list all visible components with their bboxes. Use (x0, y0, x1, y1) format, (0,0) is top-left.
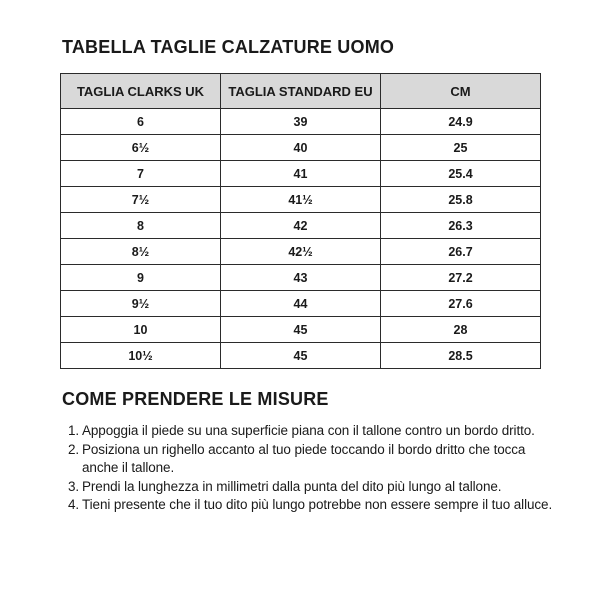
size-table (60, 73, 541, 369)
table-cell: 25.8 (381, 187, 541, 213)
table-cell: 7 (61, 161, 221, 187)
table-cell: 45 (221, 343, 381, 369)
table-cell: 41 (221, 161, 381, 187)
table-header-cell: TAGLIA CLARKS UK (61, 74, 221, 109)
step-number: 2. (68, 441, 80, 457)
table-cell: 45 (221, 317, 381, 343)
measure-step (68, 478, 560, 497)
table-row (61, 187, 541, 213)
table-cell: 7½ (61, 187, 221, 213)
table-cell: 8½ (61, 239, 221, 265)
table-cell: 24.9 (381, 109, 541, 135)
table-cell: 44 (221, 291, 381, 317)
table-cell: 9 (61, 265, 221, 291)
step-text: Tieni presente che il tuo dito più lungo potrebbe non essere sempre il tuo alluce. (82, 497, 553, 512)
table-row (61, 109, 541, 135)
step-number: 1. (68, 423, 80, 438)
size-table-head (61, 74, 541, 109)
table-cell: 28 (381, 317, 541, 343)
table-cell: 9½ (61, 291, 221, 317)
table-cell: 27.2 (381, 265, 541, 291)
table-cell: 10½ (61, 343, 221, 369)
measure-steps-list (60, 422, 560, 515)
table-cell: 42½ (221, 239, 381, 265)
table-header-cell: TAGLIA STANDARD EU (221, 74, 381, 109)
measure-step (68, 441, 560, 478)
step-number: 4. (68, 497, 80, 512)
table-row (61, 343, 541, 369)
table-cell: 42 (221, 213, 381, 239)
page-title: TABELLA TAGLIE CALZATURE UOMO (62, 37, 395, 57)
table-cell: 8 (61, 213, 221, 239)
table-cell: 6½ (61, 135, 221, 161)
step-number: 3. (68, 478, 80, 494)
table-row (61, 291, 541, 317)
measure-instructions-heading: COME PRENDERE LE MISURE (62, 389, 329, 409)
table-row (61, 317, 541, 343)
measure-step (68, 422, 560, 441)
table-row (61, 213, 541, 239)
table-cell: 43 (221, 265, 381, 291)
table-cell: 26.7 (381, 239, 541, 265)
table-cell: 25 (381, 135, 541, 161)
table-cell: 6 (61, 109, 221, 135)
table-cell: 28.5 (381, 343, 541, 369)
table-header-cell: CM (381, 74, 541, 109)
step-text: Prendi la lunghezza in millimetri dalla punta del dito più lungo al tallone. (82, 478, 502, 494)
table-cell: 25.4 (381, 161, 541, 187)
table-cell: 10 (61, 317, 221, 343)
size-table-body (61, 109, 541, 369)
table-cell: 26.3 (381, 213, 541, 239)
table-cell: 40 (221, 135, 381, 161)
table-row (61, 239, 541, 265)
table-cell: 39 (221, 109, 381, 135)
step-text: Posiziona un righello accanto al tuo piede toccando il bordo dritto che tocca anche il tallone. (82, 441, 526, 475)
table-row (61, 265, 541, 291)
table-row (61, 135, 541, 161)
table-cell: 41½ (221, 187, 381, 213)
table-row (61, 161, 541, 187)
step-text: Appoggia il piede su una superficie piana con il tallone contro un bordo dritto. (82, 423, 535, 438)
table-header-row (61, 74, 541, 109)
table-cell: 27.6 (381, 291, 541, 317)
measure-step (68, 496, 560, 515)
